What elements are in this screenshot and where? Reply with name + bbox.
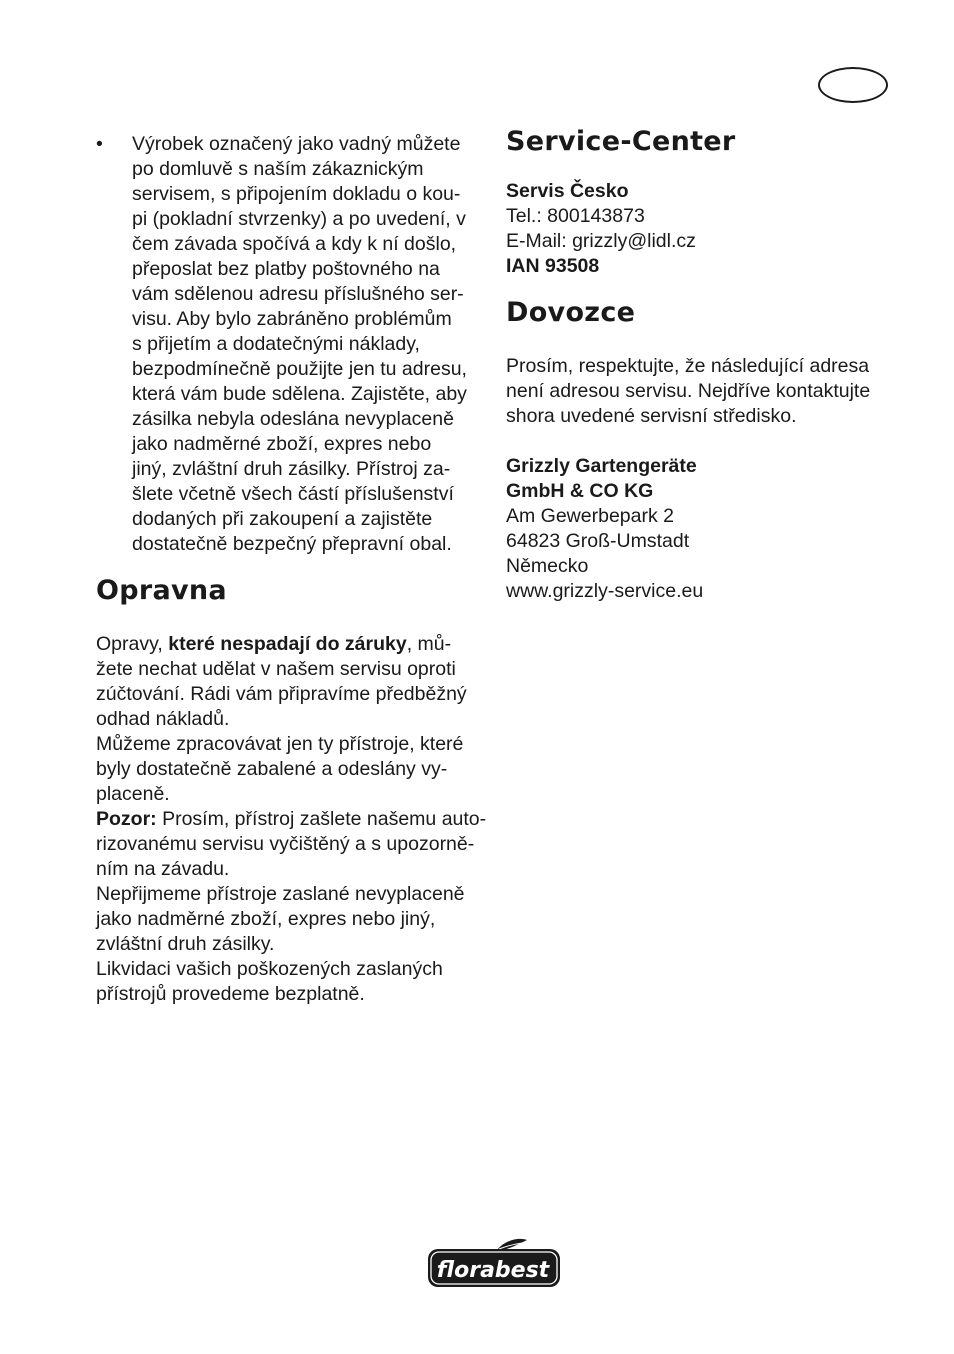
text-line: Můžeme zpracovávat jen ty přístroje, které: [96, 733, 464, 755]
right-column: [506, 126, 896, 604]
text-line: Pozor: Prosím, přístroj zašlete našemu auto-: [96, 808, 487, 830]
text-line: žete nechat udělat v našem servisu oproti: [96, 658, 456, 680]
text-line: byly dostatečně zabalené a odeslány vy-: [96, 758, 448, 780]
bullet-line: vám sdělenou adresu příslušného ser-: [132, 283, 464, 305]
bullet-line: po domluvě s naším zákaznickým: [132, 158, 424, 180]
text-line: ním na závadu.: [96, 858, 230, 880]
text-line: zvláštní druh zásilky.: [96, 933, 275, 955]
bullet-line: s přijetím a dodatečnými náklady,: [132, 333, 420, 355]
email-text: E-Mail: grizzly@lidl.cz: [506, 230, 696, 252]
text-line: jako nadměrné zboží, expres nebo jiný,: [96, 908, 436, 930]
service-center-info: [506, 179, 896, 279]
bullet-line: visu. Aby bylo zabráněno problémům: [132, 308, 452, 330]
bullet-line: čem závada spočívá a kdy k ní došlo,: [132, 233, 457, 255]
servis-label: Servis Česko: [506, 180, 629, 202]
text-line: Nepřijmeme přístroje zaslané nevyplaceně: [96, 883, 465, 905]
bullet-line: dodaných při zakoupení a zajistěte: [132, 508, 433, 530]
opravna-text: [96, 632, 486, 1007]
bullet-line: servisem, s připojením dokladu o kou-: [132, 183, 461, 205]
text-line: není adresou servisu. Nejdříve kontaktujte: [506, 380, 871, 402]
company-name: Grizzly Gartengeräte: [506, 455, 697, 477]
left-column: [96, 132, 486, 1007]
text-line: Likvidaci vašich poškozených zaslaných: [96, 958, 443, 980]
dovozce-heading: Dovozce: [506, 297, 636, 328]
address-line: Německo: [506, 555, 589, 577]
opravna-heading: Opravna: [96, 575, 227, 606]
ian-text: IAN 93508: [506, 255, 600, 277]
florabest-logo: [427, 1238, 561, 1288]
bullet-line: jiný, zvláštní druh zásilky. Přístroj za-: [132, 458, 451, 480]
address-line: 64823 Groß-Umstadt: [506, 530, 690, 552]
text-line: Opravy, které nespadají do záruky, mů-: [96, 633, 452, 655]
text-line: shora uvedené servisní středisko.: [506, 405, 797, 427]
bullet-line: bezpodmínečně použijte jen tu adresu,: [132, 358, 467, 380]
website-text: www.grizzly-service.eu: [506, 580, 704, 602]
svg-text:florabest: florabest: [436, 1258, 550, 1283]
text-line: placeně.: [96, 783, 170, 805]
text-line: rizovanému servisu vyčištěný a s upozorně-: [96, 833, 475, 855]
list-item: [96, 132, 486, 557]
bullet-icon: •: [96, 133, 103, 155]
tel-text: Tel.: 800143873: [506, 205, 645, 227]
service-center-heading: Service-Center: [506, 126, 736, 157]
language-badge: [818, 67, 888, 103]
bullet-line: zásilka nebyla odeslána nevyplaceně: [132, 408, 454, 430]
bullet-line: dostatečně bezpečný přepravní obal.: [132, 533, 452, 555]
bullet-line: která vám bude sdělena. Zajistěte, aby: [132, 383, 467, 405]
dovozce-text: [506, 354, 896, 604]
bullet-line: pi (pokladní stvrzenky) a po uvedení, v: [132, 208, 466, 230]
text-line: odhad nákladů.: [96, 708, 230, 730]
text-line: zúčtování. Rádi vám připravíme předběžný: [96, 683, 467, 705]
text-line: přístrojů provedeme bezplatně.: [96, 983, 365, 1005]
company-name: GmbH & CO KG: [506, 480, 654, 502]
address-line: Am Gewerbepark 2: [506, 505, 674, 527]
bullet-line: přeposlat bez platby poštovného na: [132, 258, 440, 280]
bullet-line: jako nadměrné zboží, expres nebo: [132, 433, 432, 455]
text-line: Prosím, respektujte, že následující adresa: [506, 355, 870, 377]
bullet-line: Výrobek označený jako vadný můžete: [132, 133, 461, 155]
bullet-line: šlete včetně všech částí příslušenství: [132, 483, 454, 505]
